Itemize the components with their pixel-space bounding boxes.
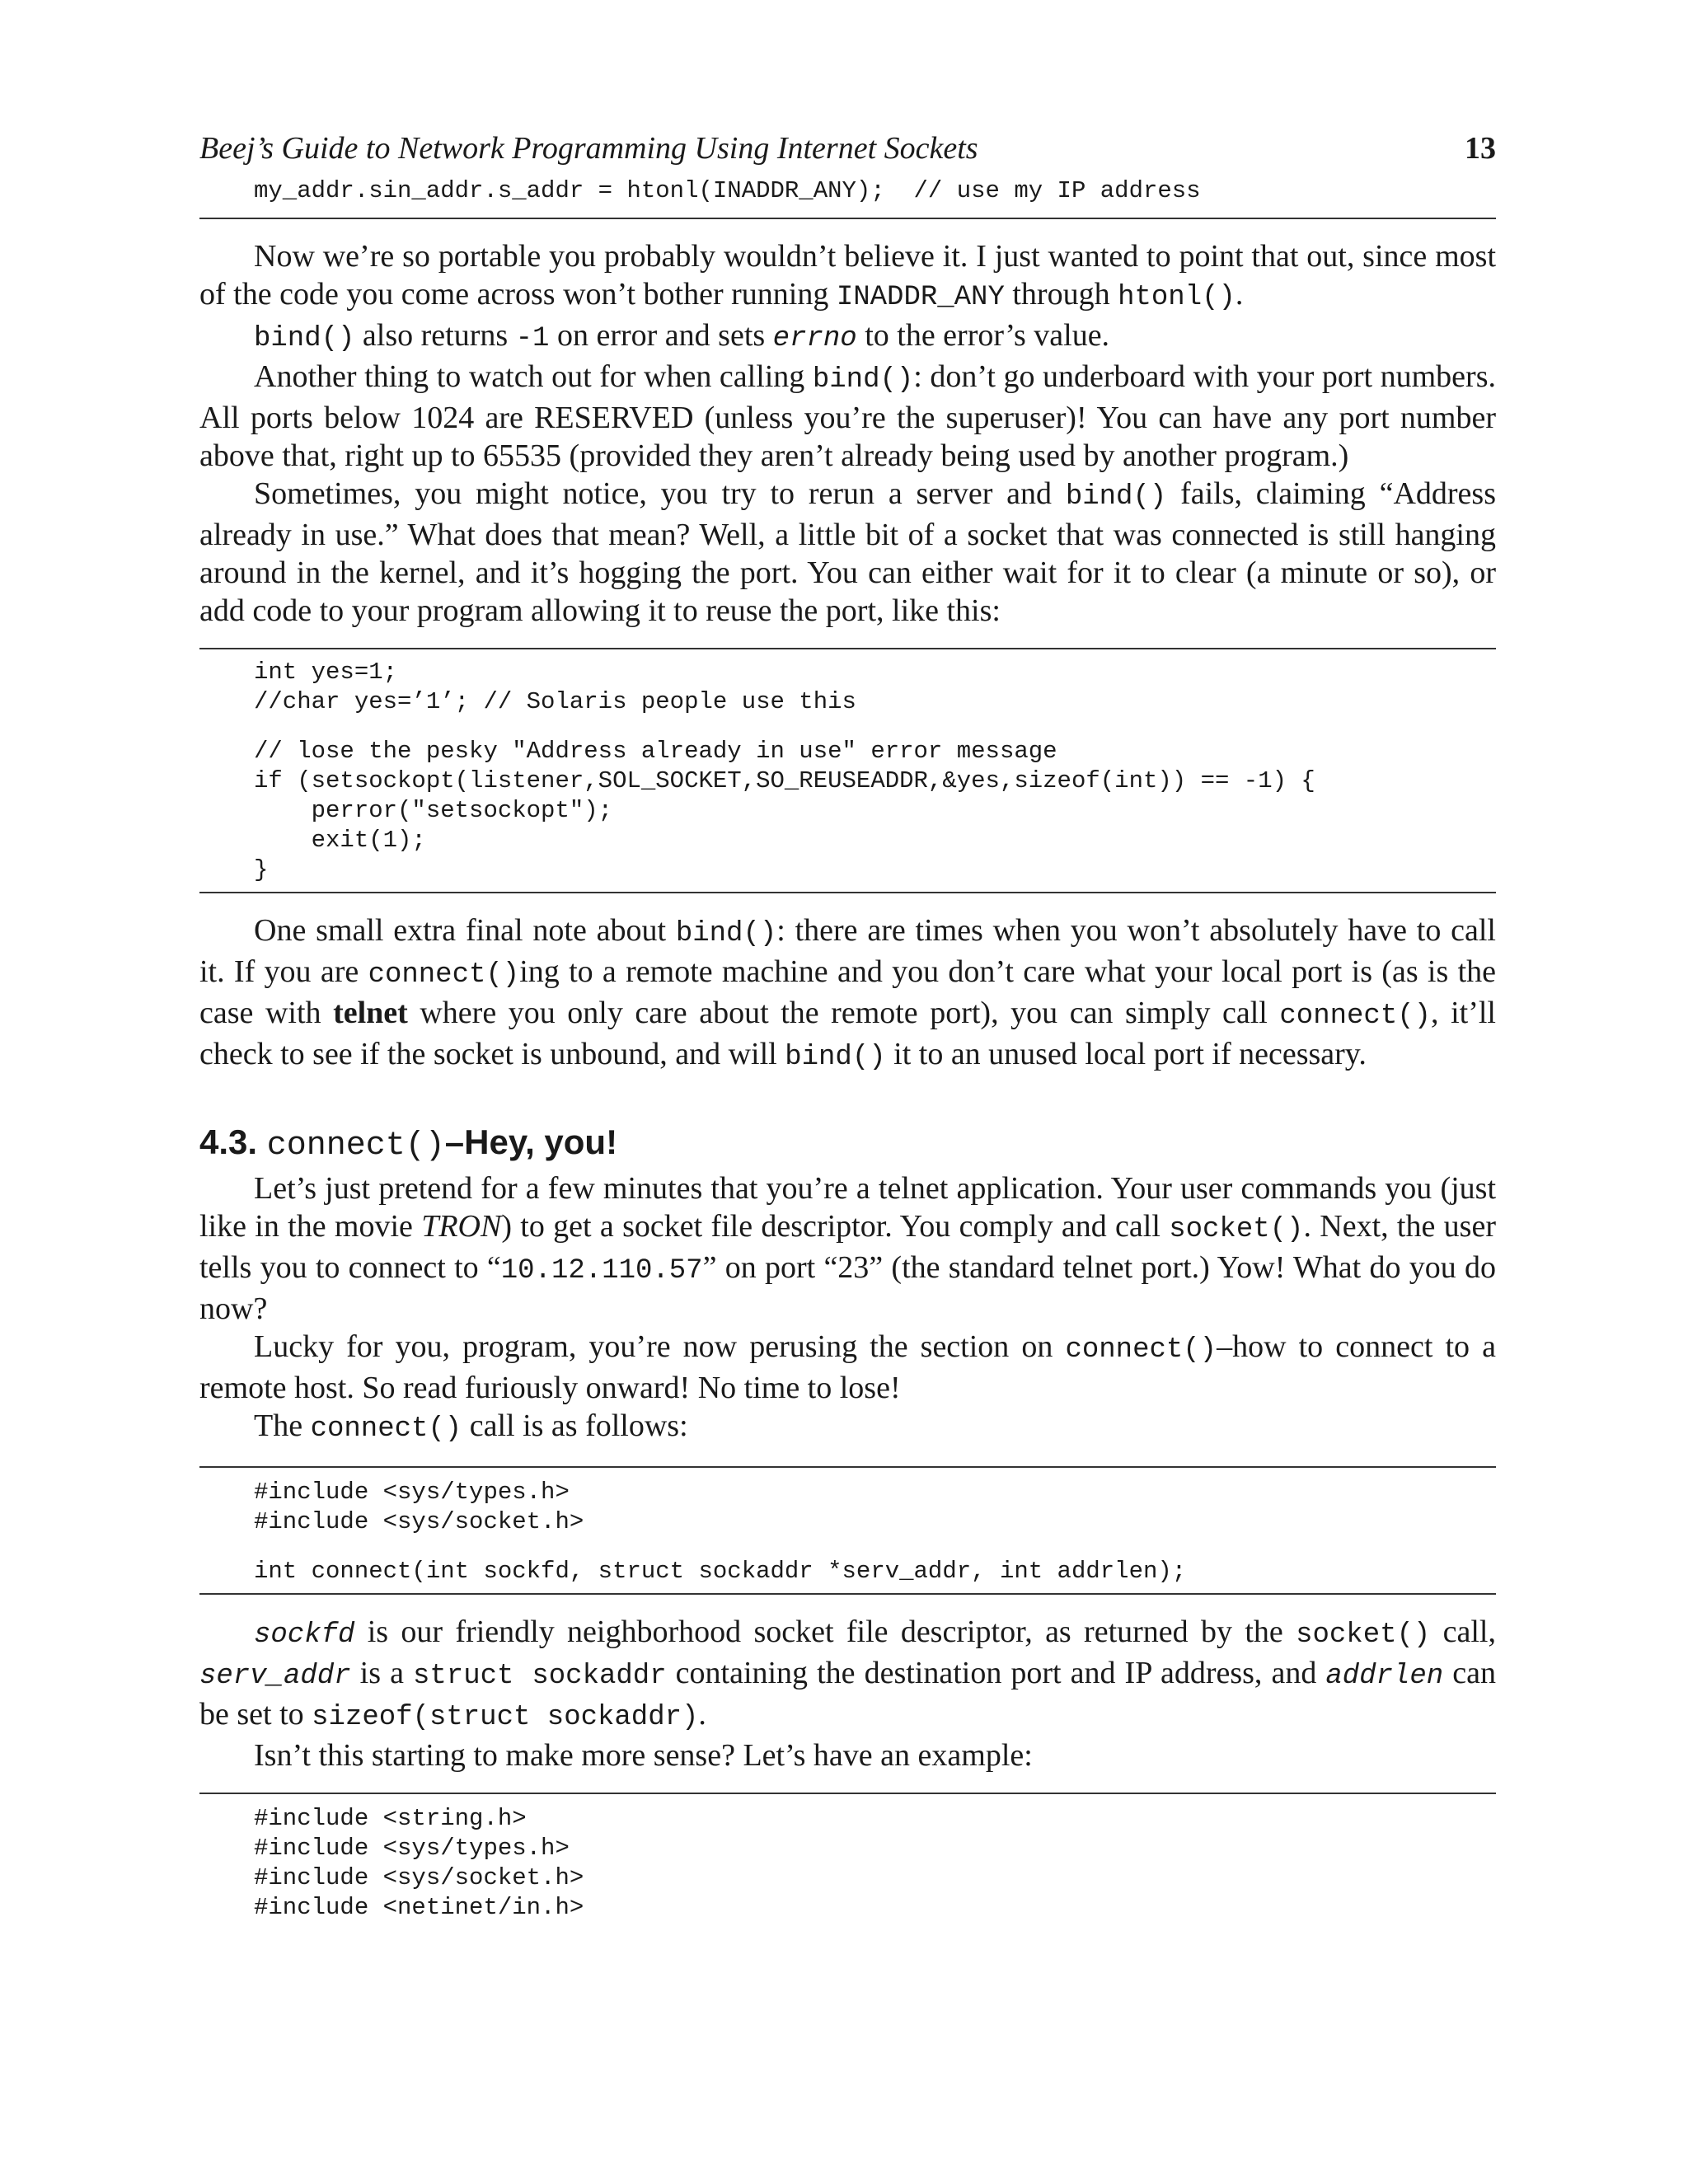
code-line: #include <sys/types.h>	[254, 1479, 570, 1506]
section-number: 4.3.	[199, 1122, 258, 1161]
code-block-connect-includes	[199, 1478, 1496, 1537]
document-page	[199, 124, 1496, 1923]
code-block-inaddr-any	[199, 176, 1496, 206]
code-line: int connect(int sockfd, struct sockaddr *serv_addr, int addrlen);	[254, 1558, 1187, 1585]
section-heading	[199, 1119, 1496, 1169]
code-line: //char yes=’1’; // Solaris people use this	[254, 688, 856, 715]
code-line: int yes=1;	[254, 658, 398, 686]
paragraph-portable: Now we’re so portable you probably wouldn’t believe it. I just wanted to point that out, since most of the code you come across won’t bother running INADDR_ANY through htonl().	[199, 239, 1496, 313]
running-header-title: Beej’s Guide to Network Programming Using Internet Sockets	[199, 131, 978, 166]
paragraph-bind-final-note: One small extra final note about bind(): there are times when you won’t absolutely have to call it. If you are connect()ing to a remote machine and you don’t care what your local port is (as is the case with telnet where you only care about the remote port), you can simply call connect(), it’ll check to see if the socket is unbound, and will bind() it to an unused local port if necessary.	[199, 913, 1496, 1073]
code-line: }	[254, 856, 269, 883]
code-line: // lose the pesky "Address already in use" error message	[254, 738, 1057, 765]
running-header	[199, 124, 1496, 176]
code-line: #include <sys/socket.h>	[254, 1508, 584, 1535]
code-block-connect-prototype	[199, 1557, 1496, 1586]
code-block-example-includes	[199, 1804, 1496, 1923]
paragraph-sockfd: sockfd is our friendly neighborhood socket file descriptor, as returned by the socket() call, serv_addr is a struct sockaddr containing the destination port and IP address, and addrlen can be set to sizeof(struct sockaddr).	[199, 1615, 1496, 1733]
code-line: perror("setsockopt");	[254, 797, 613, 824]
code-line: #include <string.h>	[254, 1805, 527, 1832]
code-line: my_addr.sin_addr.s_addr = htonl(INADDR_ANY); // use my IP address	[254, 177, 1201, 204]
paragraph-port-numbers: Another thing to watch out for when calling bind(): don’t go underboard with your port numbers. All ports below 1024 are RESERVED (unless you’re the superuser)! You can have any port number above that, right up to 65535 (provided they aren’t already being used by another program.)	[199, 359, 1496, 473]
code-line: #include <sys/types.h>	[254, 1835, 570, 1862]
code-line: #include <netinet/in.h>	[254, 1894, 584, 1921]
paragraph-example-intro: Isn’t this starting to make more sense? Let’s have an example:	[254, 1738, 1033, 1773]
paragraph-connect-call: The connect() call is as follows:	[254, 1408, 688, 1445]
code-block-reuseaddr	[199, 658, 1496, 717]
paragraph-address-in-use: Sometimes, you might notice, you try to rerun a server and bind() fails, claiming “Address already in use.” What does that mean? Well, a little bit of a socket that was connected is still hanging around in the kernel, and it’s hogging the port. You can either wait for it to clear (a minute or so), or add code to your program allowing it to reuse the port, like this:	[199, 476, 1496, 628]
code-block-setsockopt	[199, 737, 1496, 885]
page-number: 13	[1465, 131, 1496, 166]
section-title: –Hey, you!	[444, 1122, 618, 1161]
paragraph-telnet-pretend: Let’s just pretend for a few minutes that you’re a telnet application. Your user commands you (just like in the movie TRON) to get a socket file descriptor. You comply and call socket(). Next, the user tells you to connect to “10.12.110.57” on port “23” (the standard telnet port.) Yow! What do you do now?	[199, 1171, 1496, 1326]
code-line: #include <sys/socket.h>	[254, 1864, 584, 1891]
paragraph-bind-returns: bind() also returns -1 on error and sets errno to the error’s value.	[254, 318, 1110, 354]
code-line: exit(1);	[254, 827, 426, 854]
code-line: if (setsockopt(listener,SOL_SOCKET,SO_REUSEADDR,&yes,sizeof(int)) == -1) {	[254, 767, 1315, 794]
section-code: connect()	[266, 1127, 445, 1165]
paragraph-lucky: Lucky for you, program, you’re now perusing the section on connect()–how to connect to a remote host. So read furiously onward! No time to lose!	[199, 1329, 1496, 1405]
